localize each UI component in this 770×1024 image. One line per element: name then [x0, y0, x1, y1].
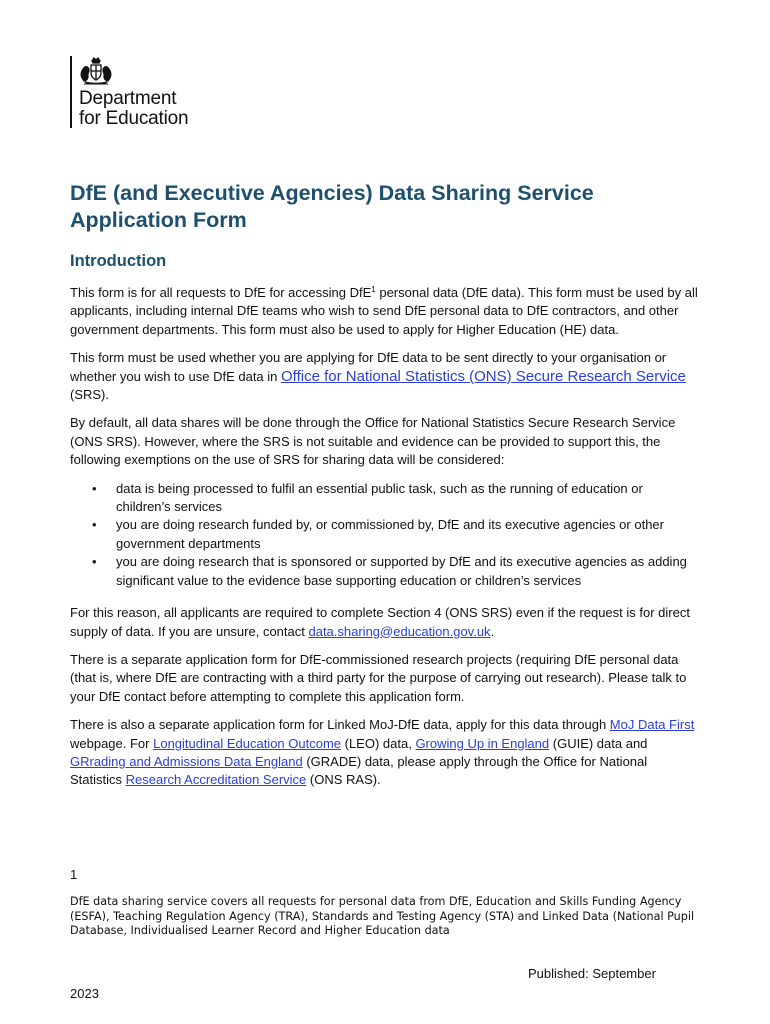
page-title: DfE (and Executive Agencies) Data Sharing Service Application Form [70, 181, 594, 232]
research-accreditation-service-link[interactable]: Research Accreditation Service [125, 772, 307, 788]
list-item-text: data is being processed to fulfil an essential public task, such as the running of education or children’s services [116, 480, 643, 515]
exemptions-list [70, 480, 700, 590]
paragraph-2-text-b: (SRS). [70, 387, 109, 403]
logo-line-1: Department [79, 88, 177, 109]
bullet-icon: • [92, 517, 97, 533]
paragraph-1-text-b: personal data (DfE data). This form must be used by all applicants, including internal DfE teams who wish to send DfE personal data to DfE contractors, and other government departments. This form must also be used to apply for Higher Education (HE) data. [70, 285, 698, 337]
paragraph-3: By default, all data shares will be done through the Office for National Statistics Secure Research Service (ONS SRS). However, where the SRS is not suitable and evidence can be provided to support this, the following exemptions on the use of SRS for sharing data will be considered: [70, 415, 676, 468]
paragraph-5: There is a separate application form for DfE-commissioned research projects (requiring DfE personal data (that is, where DfE are contracting with a third party for the purpose of carrying out research). Please talk to your DfE contact before attempting to complete this application form. [70, 651, 687, 704]
document-body [70, 180, 700, 800]
data-sharing-email-link[interactable]: data.sharing@education.gov.uk [308, 623, 491, 639]
logo-line-2: for Education [79, 108, 189, 129]
list-item-text: you are doing research that is sponsored or supported by DfE and its executive agencies as adding significant value to the evidence base supporting education or children’s services [116, 554, 687, 588]
list-item [92, 516, 700, 553]
paragraph-6 [70, 716, 700, 790]
paragraph-6-text-f: (ONS RAS). [306, 772, 381, 788]
paragraph-2-text-a: This form must be used whether you are applying for DfE data to be sent directly to your organisation or whether you wish to use DfE data in [70, 350, 667, 384]
paragraph-1-text-a: This form is for all requests to DfE for accessing DfE [70, 285, 372, 300]
paragraph-4-text-a: For this reason, all applicants are required to complete Section 4 (ONS SRS) even if the request is for direct supply of data. If you are unsure, contact [70, 605, 690, 639]
published-label: Published: September [528, 966, 656, 981]
list-item [92, 480, 700, 517]
ons-srs-link[interactable]: Office for National Statistics (ONS) Secure Research Service [281, 367, 686, 385]
moj-data-first-link[interactable]: MoJ Data First [609, 717, 695, 733]
royal-coat-of-arms-icon [78, 56, 114, 86]
paragraph-6-text-c: (LEO) data, [341, 735, 416, 751]
paragraph-2 [70, 349, 700, 404]
footnote-text: DfE data sharing service covers all requests for personal data from DfE, Education and Skills Funding Agency (ESFA), Teaching Regulation Agency (TRA), Standards and Testing Agency (STA) and Linked Data (National Pupil Database, Individualised Learner Record and Higher Education data [70, 895, 695, 937]
paragraph-6-text-d: (GUIE) data and [549, 735, 648, 751]
growing-up-in-england-link[interactable]: Growing Up in England [415, 735, 550, 751]
paragraph-1 [70, 284, 700, 339]
bullet-icon: • [92, 480, 97, 496]
logo-divider [70, 56, 72, 128]
grade-link[interactable]: GRrading and Admissions Data England [70, 753, 303, 769]
paragraph-6-text-b: webpage. For [70, 735, 154, 751]
published-year: 2023 [70, 986, 99, 1001]
paragraph-4-text-b: . [490, 623, 495, 639]
bullet-icon: • [92, 554, 97, 570]
paragraph-6-text-a: There is also a separate application form for Linked MoJ-DfE data, apply for this data through [70, 717, 610, 733]
leo-link[interactable]: Longitudinal Education Outcome [153, 735, 342, 751]
list-item [92, 553, 700, 590]
footnote-number: 1 [70, 867, 78, 882]
footnote-reference[interactable]: 1 [371, 285, 376, 294]
logo-text [79, 89, 188, 129]
paragraph-6-text-e: (GRADE) data, please apply through the Office for National Statistics [70, 753, 648, 788]
list-item-text: you are doing research funded by, or commissioned by, DfE and its executive agencies or other government departments [116, 517, 664, 551]
section-heading-introduction: Introduction [70, 252, 167, 270]
paragraph-4 [70, 604, 700, 641]
